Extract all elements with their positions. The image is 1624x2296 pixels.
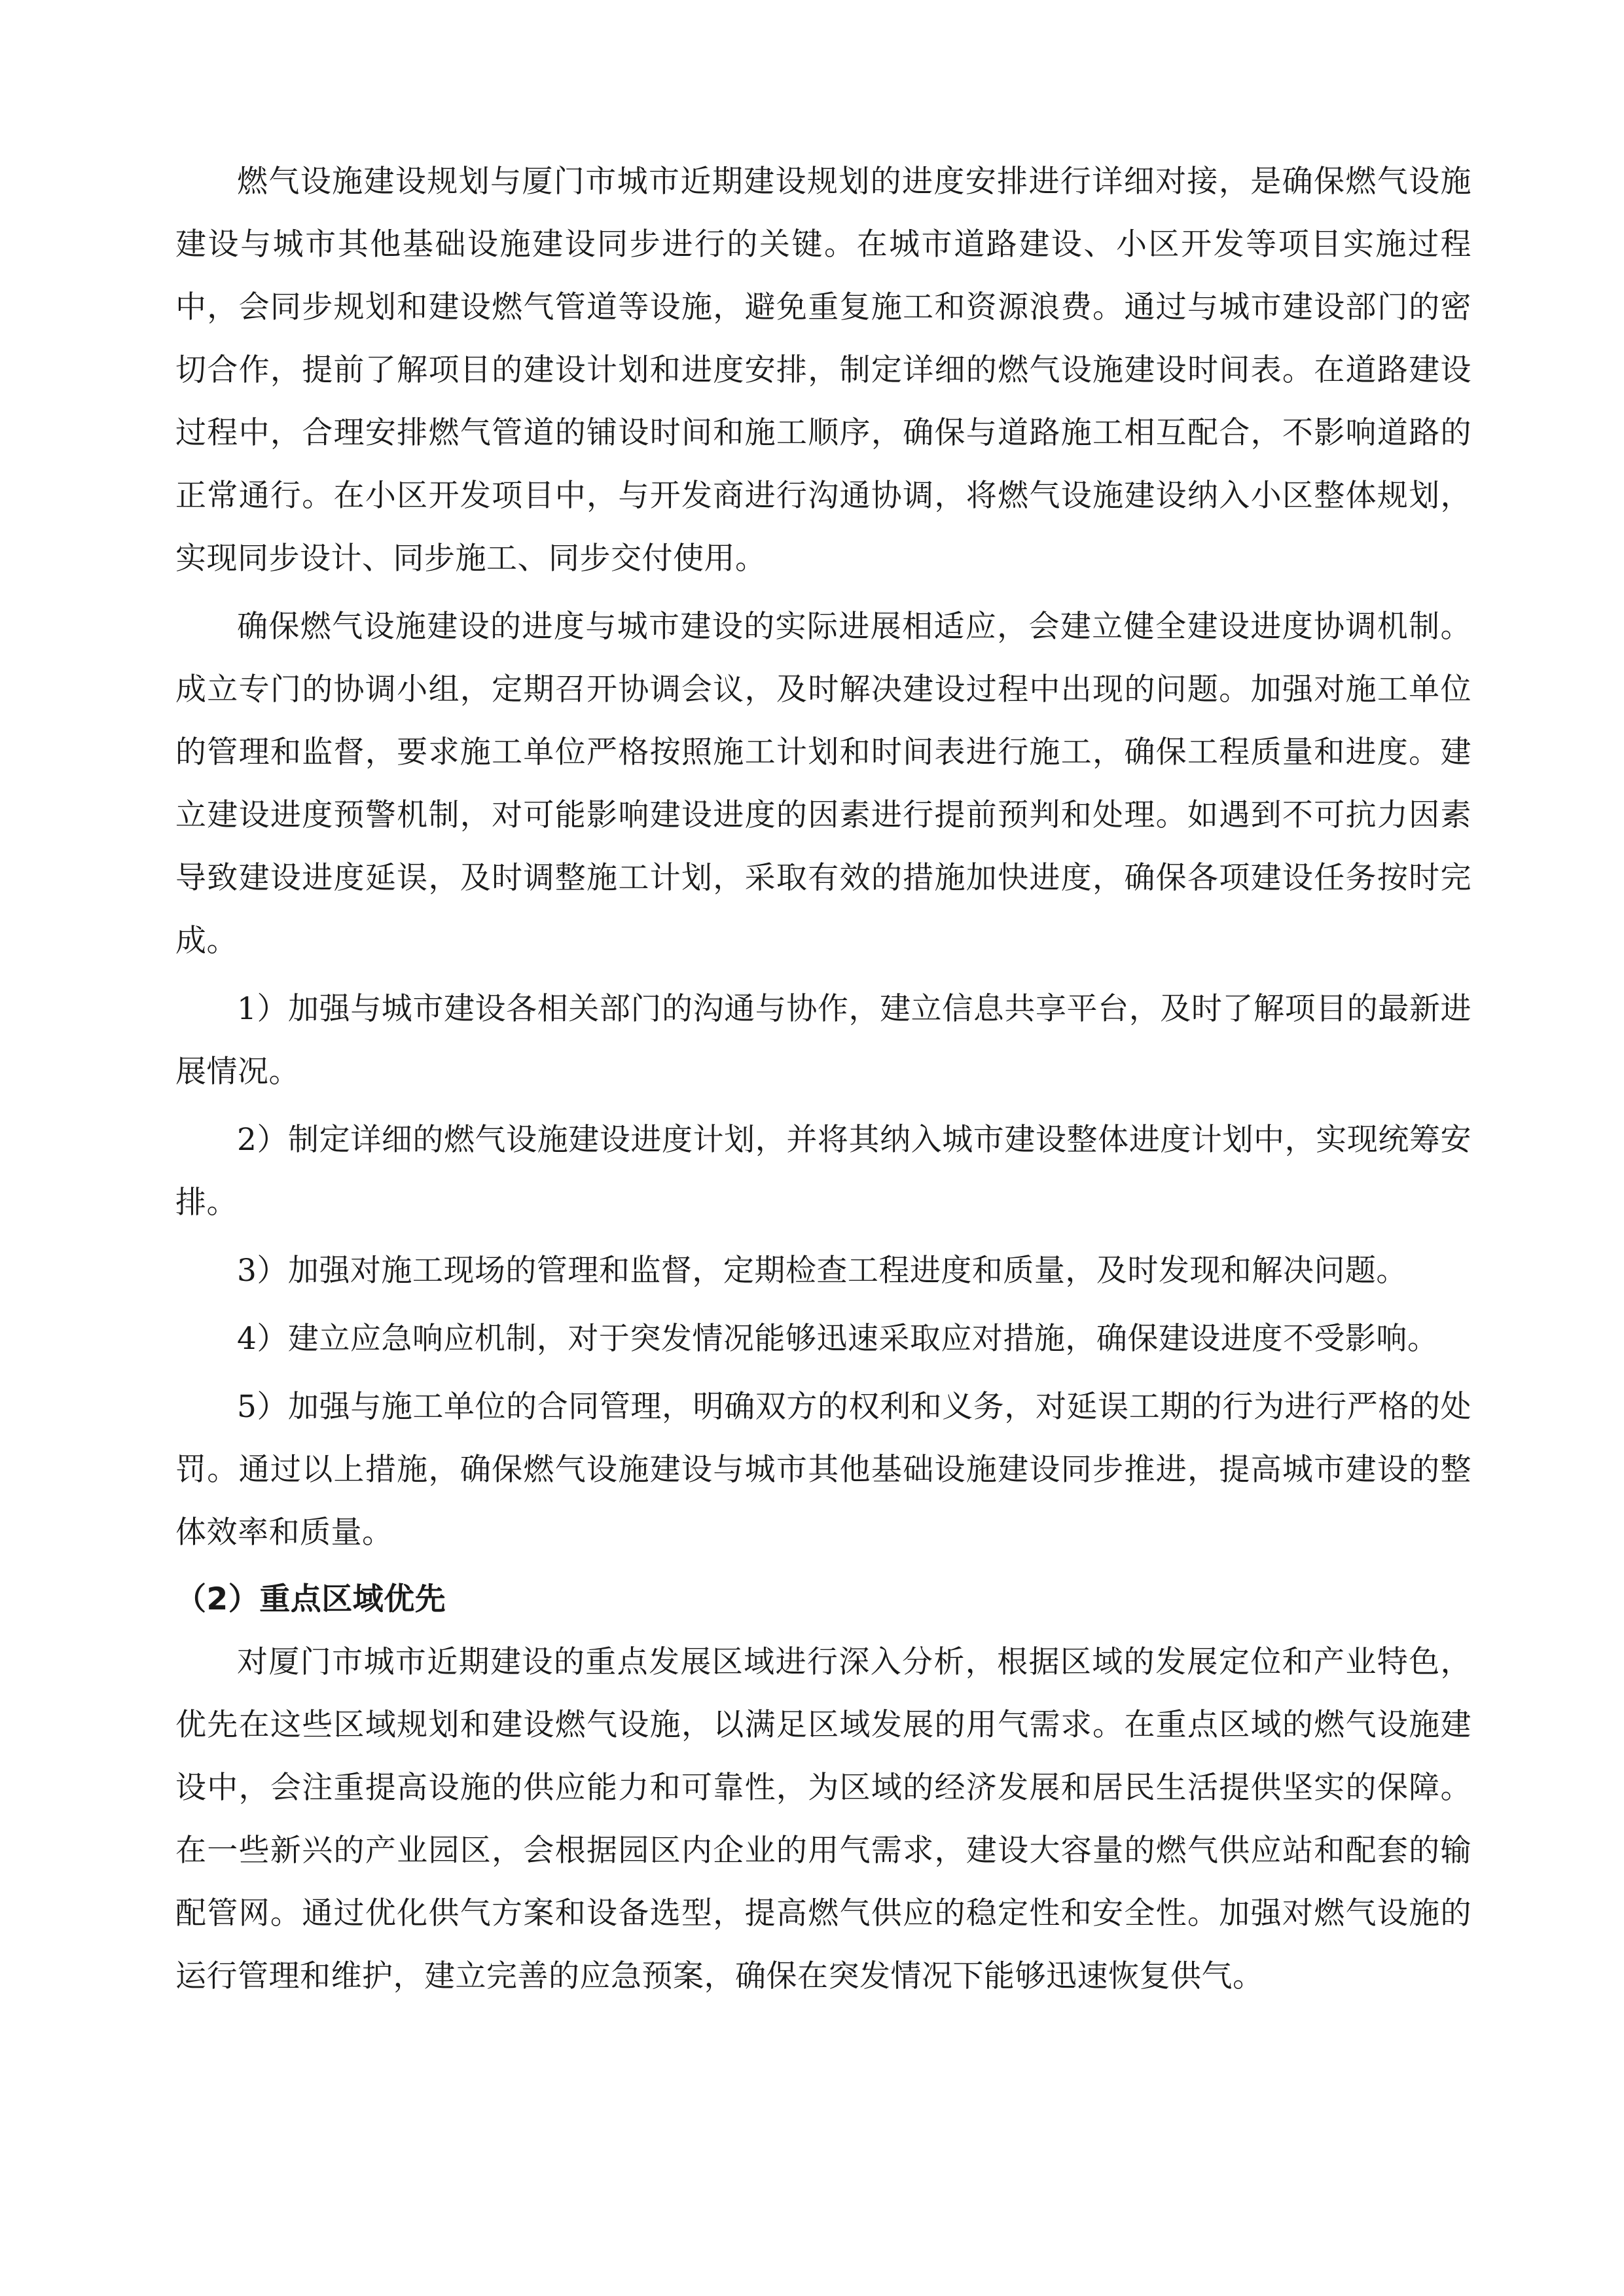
paragraph-progress-coordination: 确保燃气设施建设的进度与城市建设的实际进展相适应，会建立健全建设进度协调机制。成立专门的协调小组，定期召开协调会议，及时解决建设过程中出现的问题。加强对施工单位的管理和监督，要求施工单位严格按照施工计划和时间表进行施工，确保工程质量和进度。建立建设进度预警机制，对可能影响建设进度的因素进行提前预判和处理。如遇到不可抗力因素导致建设进度延误，及时调整施工计划，采取有效的措施加快进度，确保各项建设任务按时完成。 (175, 609, 1471, 959)
document-body (175, 151, 1471, 2008)
list-item-1: 1）加强与城市建设各相关部门的沟通与协作，建立信息共享平台，及时了解项目的最新进展情况。 (175, 991, 1471, 1090)
list-item-3: 3）加强对施工现场的管理和监督，定期检查工程进度和质量，及时发现和解决问题。 (237, 1253, 1407, 1289)
list-item-2: 2）制定详细的燃气设施建设进度计划，并将其纳入城市建设整体进度计划中，实现统筹安排。 (175, 1122, 1471, 1221)
list-item-4: 4）建立应急响应机制，对于突发情况能够迅速采取应对措施，确保建设进度不受影响。 (237, 1321, 1439, 1357)
list-item-5: 5）加强与施工单位的合同管理，明确双方的权利和义务，对延误工期的行为进行严格的处罚。通过以上措施，确保燃气设施建设与城市其他基础设施建设同步推进，提高城市建设的整体效率和质量。 (175, 1389, 1471, 1551)
paragraph-schedule-alignment: 燃气设施建设规划与厦门市城市近期建设规划的进度安排进行详细对接，是确保燃气设施建设与城市其他基础设施建设同步进行的关键。在城市道路建设、小区开发等项目实施过程中，会同步规划和建设燃气管道等设施，避免重复施工和资源浪费。通过与城市建设部门的密切合作，提前了解项目的建设计划和进度安排，制定详细的燃气设施建设时间表。在道路建设过程中，合理安排燃气管道的铺设时间和施工顺序，确保与道路施工相互配合，不影响道路的正常通行。在小区开发项目中，与开发商进行沟通协调，将燃气设施建设纳入小区整体规划，实现同步设计、同步施工、同步交付使用。 (175, 164, 1471, 577)
section-heading: （2）重点区域优先 (175, 1581, 446, 1617)
paragraph-priority-areas: 对厦门市城市近期建设的重点发展区域进行深入分析，根据区域的发展定位和产业特色，优先在这些区域规划和建设燃气设施，以满足区域发展的用气需求。在重点区域的燃气设施建设中，会注重提高设施的供应能力和可靠性，为区域的经济发展和居民生活提供坚实的保障。在一些新兴的产业园区，会根据园区内企业的用气需求，建设大容量的燃气供应站和配套的输配管网。通过优化供气方案和设备选型，提高燃气供应的稳定性和安全性。加强对燃气设施的运行管理和维护，建立完善的应急预案，确保在突发情况下能够迅速恢复供气。 (175, 1644, 1471, 1994)
